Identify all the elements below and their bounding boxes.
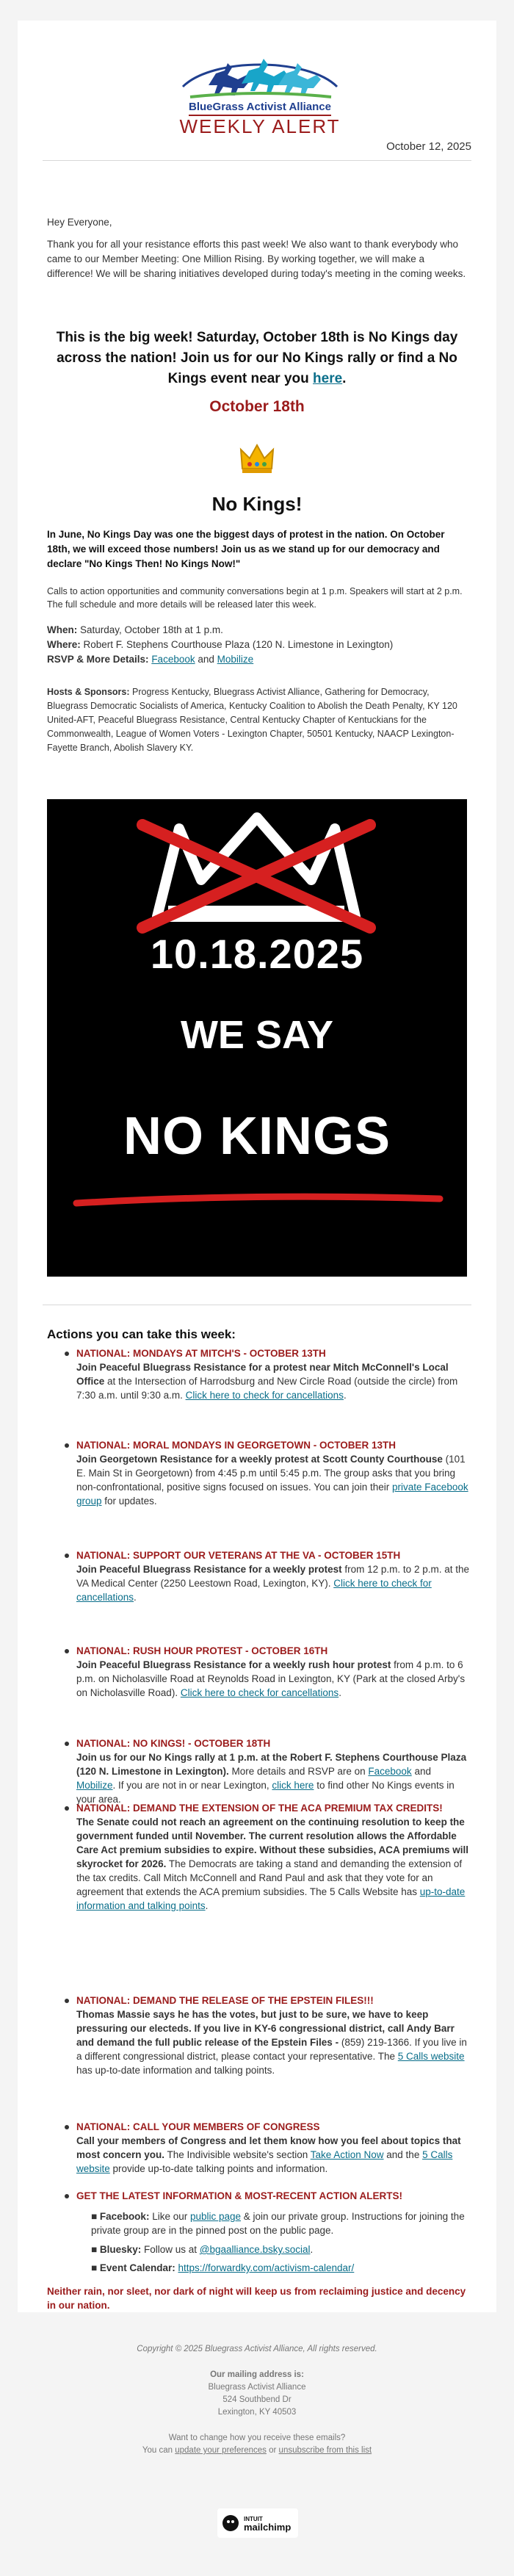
latest-label: Event Calendar: (99, 2262, 175, 2273)
action-link[interactable]: private Facebook group (76, 1482, 468, 1507)
action-tail: provide up-to-date talking points and information. (109, 2163, 328, 2174)
rsvp-facebook-link[interactable]: Facebook (151, 654, 195, 665)
unsubscribe-link[interactable]: unsubscribe from this list (278, 2446, 372, 2455)
action-title: NATIONAL: DEMAND THE EXTENSION OF THE ACA PREMIUM TAX CREDITS! (76, 1803, 443, 1814)
latest-label: Bluesky: (99, 2244, 142, 2255)
logo-brand-text: BlueGrass Activist Alliance (189, 101, 331, 113)
action-title: NATIONAL: NO KINGS! - OCTOBER 18TH (76, 1738, 271, 1749)
action-item (76, 1801, 469, 1913)
bullet (65, 1649, 69, 1653)
action-tail: . (339, 1687, 341, 1698)
action-item (76, 1736, 469, 1806)
email-footer (18, 2343, 496, 2457)
bullet (65, 1352, 69, 1356)
where-line (47, 638, 467, 652)
issue-date: October 12, 2025 (386, 140, 471, 153)
action-bold: Join Peaceful Bluegrass Resistance for a protest near Mitch McConnell's Local Office (76, 1362, 449, 1387)
bluegrass-logo (168, 43, 352, 138)
footer-address-line: Bluegrass Activist Alliance (208, 2383, 306, 2392)
bullet (65, 1443, 69, 1448)
divider (43, 160, 471, 161)
action-title: NATIONAL: CALL YOUR MEMBERS OF CONGRESS (76, 2121, 320, 2132)
latest-post: & join our private group. Instructions for joining the private group are in the pinned post on the public page. (91, 2211, 465, 2236)
footer-mailing-label: Our mailing address is: (210, 2370, 304, 2379)
facebook-icon: ■ (91, 2211, 98, 2222)
action-link-click-here[interactable]: click here (272, 1780, 314, 1791)
poster-underline (47, 1187, 467, 1216)
action-text: (859) 219-1366. If you live in a different congressional district, please contact your representative. The (76, 2037, 467, 2062)
footer-address-line: 524 Southbend Dr (222, 2395, 292, 2404)
footer-preferences-line (18, 2445, 496, 2457)
crown-icon (238, 439, 276, 477)
footer-update-pre: You can (142, 2446, 175, 2455)
horse-icon (278, 63, 321, 95)
action-text: The Indivisible website's section (164, 2149, 311, 2160)
bullet (65, 1806, 69, 1811)
footer-change-text: Want to change how you receive these emails? (168, 2434, 346, 2442)
action-link-5calls[interactable]: 5 Calls website (76, 2149, 453, 2174)
svg-text:mailchimp: mailchimp (244, 2522, 292, 2533)
action-link-facebook[interactable]: Facebook (368, 1766, 412, 1777)
october-18-label: October 18th (209, 398, 305, 415)
actions-title: Actions you can take this week: (47, 1327, 236, 1341)
update-preferences-link[interactable]: update your preferences (175, 2446, 267, 2455)
latest-bluesky (91, 2243, 469, 2256)
latest-pre: Follow us at (141, 2244, 200, 2255)
hosts-sponsors (47, 685, 467, 755)
where-value: Robert F. Stephens Courthouse Plaza (120 N. Limestone in Lexington) (83, 639, 394, 650)
action-title: NATIONAL: MONDAYS AT MITCH'S - OCTOBER 13TH (76, 1348, 326, 1359)
horse-icon (242, 59, 289, 93)
action-bold: Call your members of Congress and let them know how you feel about topics that most concern you. (76, 2135, 461, 2160)
action-link[interactable]: Click here to check for cancellations (185, 1390, 344, 1401)
action-link[interactable]: 5 Calls website (397, 2051, 465, 2062)
intro-paragraph: Thank you for all your resistance efforts this past week! We also want to thank everybody who came to our Member Meeting: One Million Rising. By working together, we will make a difference! We will be sharing initiatives developed during today's meeting in the coming weeks. (47, 239, 466, 279)
bullet (65, 2125, 69, 2129)
latest-title: GET THE LATEST INFORMATION & MOST-RECENT ACTION ALERTS! (76, 2190, 402, 2201)
latest-pre: Like our (149, 2211, 190, 2222)
headline-text: This is the big week! Saturday, October 18th is No Kings day across the nation! Join us for our No Kings rally or find a No Kings event near you (56, 330, 458, 386)
action-bold: Join Georgetown Resistance for a weekly protest at Scott County Courthouse (76, 1454, 443, 1465)
action-item (76, 2120, 469, 2176)
bluesky-link[interactable]: @bgaalliance.bsky.social (199, 2244, 311, 2255)
latest-post: . (310, 2244, 314, 2255)
greeting: Hey Everyone, (47, 217, 112, 228)
email-card (18, 21, 496, 2312)
mailchimp-badge[interactable] (217, 2508, 298, 2538)
action-bold: Join Peaceful Bluegrass Resistance for a weekly protest (76, 1564, 342, 1575)
action-link[interactable]: Click here to check for cancellations (76, 1578, 432, 1603)
poster-date: 10.18.2025 (150, 931, 364, 977)
logo-subtitle-text: WEEKLY ALERT (179, 115, 341, 137)
no-kings-title: No Kings! (211, 493, 303, 515)
no-kings-lead: In June, No Kings Day was one the biggest days of protest in the nation. On October 18th, we will exceed those numbers! Join us as we stand up for our democracy and declare "No Kings Then! No Kings Now!" (47, 529, 445, 569)
bullet (65, 1742, 69, 1746)
action-item (76, 1438, 469, 1508)
action-tail: to find other No Kings events in your area. (76, 1780, 455, 1805)
no-kings-poster (47, 799, 467, 1277)
action-link-mobilize[interactable]: Mobilize (76, 1780, 113, 1791)
bullet (65, 2194, 69, 2198)
svg-text:INTUIT: INTUIT (244, 2516, 263, 2522)
action-bold: The Senate could not reach an agreement on the continuing resolution to keep the government funded until November. The current resolution allows the Affordable Care Act premium subsidies to expire. Without these subsidies, ACA premiums will skyrocket for 2026. (76, 1816, 468, 1869)
action-title: NATIONAL: DEMAND THE RELEASE OF THE EPSTEIN FILES!!! (76, 1995, 374, 2006)
rsvp-line (47, 652, 467, 667)
action-title: NATIONAL: MORAL MONDAYS IN GEORGETOWN - OCTOBER 13TH (76, 1440, 397, 1451)
latest-calendar (91, 2261, 469, 2275)
action-bold: Join Peaceful Bluegrass Resistance for a weekly rush hour protest (76, 1659, 391, 1670)
headline-period: . (342, 371, 347, 386)
calendar-link[interactable]: https://forwardky.com/activism-calendar/ (178, 2262, 355, 2273)
facebook-page-link[interactable]: public page (189, 2211, 242, 2222)
action-text: (101 E. Main St in Georgetown) from 4:45 p.m until 5:45 p.m. The group asks that you bring non-confrontational, positive signs focused on issues. You can join their (76, 1454, 466, 1493)
action-item (76, 1994, 469, 2077)
calendar-icon: ■ (91, 2262, 98, 2273)
when-label: When: (47, 624, 78, 635)
where-label: Where: (47, 639, 81, 650)
action-item (76, 1644, 469, 1700)
rsvp-mobilize-link[interactable]: Mobilize (217, 654, 254, 665)
action-text: from 12 p.m. to 2 p.m. at the VA Medical Center (2250 Leestown Road, Lexington, KY). (76, 1564, 469, 1589)
action-tail: . (343, 1390, 347, 1401)
action-text: More details and RSVP are on (228, 1766, 369, 1777)
poster-no-kings: NO KINGS (123, 1107, 391, 1166)
bluesky-icon: ■ (91, 2244, 98, 2255)
action-link[interactable]: Click here to check for cancellations (180, 1687, 339, 1698)
when-line (47, 623, 467, 638)
mailchimp-icon (217, 2508, 298, 2538)
action-bold: Thomas Massie says he has the votes, but just to be sure, we have to keep pressuring our electeds. If you live in KY-6 congressional district, call Andy Barr and demand the full public release of the Epstein Files - (76, 2009, 455, 2048)
hosts-label: Hosts & Sponsors: (47, 687, 130, 697)
action-text: from 4 p.m. to 6 p.m. on Nicholasville Road at Reynolds Road in Lexington, KY (Park at the closed Arby's on Nicholasville Road). (76, 1659, 466, 1698)
latest-facebook (91, 2209, 469, 2237)
rsvp-and: and (198, 654, 214, 665)
footer-copyright: Copyright © 2025 Bluegrass Activist Alliance, All rights reserved. (137, 2345, 377, 2353)
latest-label: Facebook: (99, 2211, 150, 2222)
action-tail: for updates. (101, 1496, 157, 1507)
action-title: NATIONAL: RUSH HOUR PROTEST - OCTOBER 16TH (76, 1645, 328, 1656)
bullet (65, 1554, 69, 1558)
latest-section (76, 2189, 469, 2203)
action-text: The Democrats are taking a stand and demanding the extension of the tax credits. Call Mitch McConnell and Rand Paul and ask that they vote for an agreement that extends the ACA premium subsidies. The 5 Calls Website has (76, 1858, 463, 1897)
action-item (76, 1346, 469, 1402)
action-link[interactable]: up-to-date information and talking points (76, 1886, 466, 1911)
action-text: at the Intersection of Harrodsburg and New Circle Road (outside the circle) from 7:30 a.m. until 9:30 a.m. (76, 1376, 458, 1401)
action-bold: Join us for our No Kings rally at 1 p.m. at the Robert F. Stephens Courthouse Plaza (120 N. Limestone in Lexington). (76, 1752, 467, 1777)
footer-update-mid: or (266, 2446, 279, 2455)
action-mid: and the (383, 2149, 423, 2160)
footer-address-line: Lexington, KY 40503 (217, 2408, 297, 2417)
when-value: Saturday, October 18th at 1 p.m. (80, 624, 223, 635)
rsvp-label: RSVP & More Details: (47, 654, 149, 665)
hosts-list: Progress Kentucky, Bluegrass Activist Alliance, Gathering for Democracy, Bluegrass Democratic Socialists of America, Kentucky Coalition to Abolish the Death Penalty, KY 120 United-AFT, Peaceful Bluegrass Resistance, Central Kentucky Chapter of Kentuckians for the Commonwealth, League of Women Voters - Lexington Chapter, 50501 Kentucky, NAACP Lexington-Fayette Branch, Abolish Slavery KY. (47, 687, 457, 753)
headline (47, 328, 467, 389)
no-kings-details: Calls to action opportunities and community conversations begin at 1 p.m. Speakers will start at 2 p.m. The full schedule and more details will be released later this week. (47, 586, 463, 610)
action-link-take-action[interactable]: Take Action Now (310, 2149, 384, 2160)
action-tail: . (134, 1592, 137, 1603)
poster-we-say: WE SAY (180, 1013, 334, 1057)
closing-message: Neither rain, nor sleet, nor dark of night will keep us from reclaiming justice and decency in our nation. (47, 2286, 466, 2311)
action-mid2: . If you are not in or near Lexington, (112, 1780, 272, 1791)
poster-crown-icon (47, 799, 467, 946)
action-item (76, 1548, 469, 1604)
action-tail: . (205, 1900, 209, 1911)
headline-here-link[interactable]: here (313, 371, 343, 386)
action-tail: has up-to-date information and talking points. (76, 2065, 275, 2076)
action-title: NATIONAL: SUPPORT OUR VETERANS AT THE VA - OCTOBER 15TH (76, 1550, 401, 1561)
bullet (65, 1999, 69, 2003)
action-mid: and (411, 1766, 431, 1777)
